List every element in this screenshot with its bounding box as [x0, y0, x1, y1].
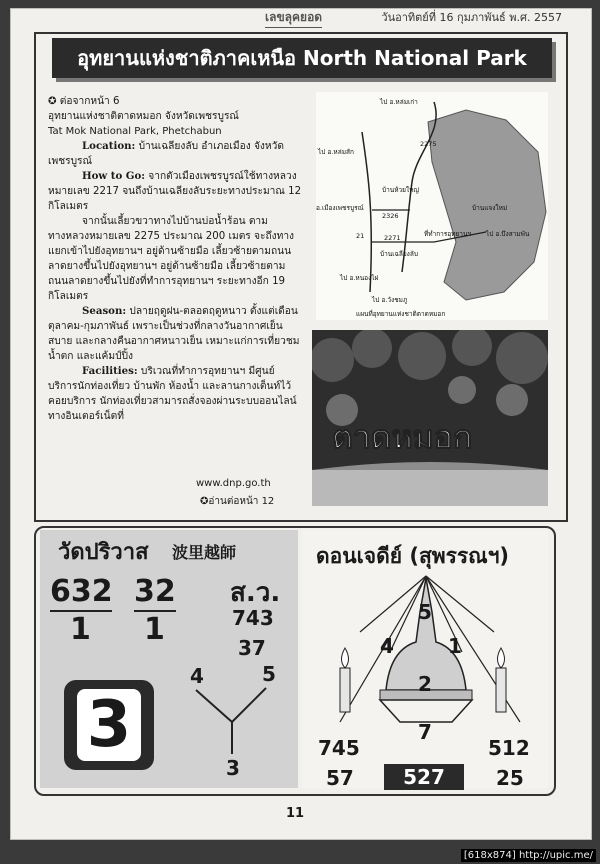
map-label-2: ไป อ.หล่มสัก [318, 148, 354, 156]
website-link: www.dnp.go.th [196, 478, 271, 489]
article-body [48, 94, 302, 424]
map-label-4: บ้านห้วยใหญ่ [382, 186, 419, 194]
page-number: 11 [286, 806, 305, 821]
map-label-10: บ้านเฉลียงลับ [380, 250, 418, 258]
map-label-7: บ้านแจงใหม่ [472, 204, 508, 212]
sv-label: ส.ว. [230, 578, 281, 608]
map-label-1: ไป อ.หล่มเก่า [380, 98, 418, 106]
season-text: ปลายฤดูฝน-ตลอดฤดูหนาว ตั้งแต่เดือนตุลาคม-กุมภาพันธ์ เพราะเป็นช่วงที่กลางวันอากาศเย็นสบาย และกลางคืนอากาศหนาวเย็น เหมาะแก่การเที่ยวชมน้ำตก และแค้มป์ปิ้ง [48, 306, 300, 362]
chedi-right-digit: 1 [448, 634, 462, 658]
sign-text: ตาดหมอก [332, 418, 473, 456]
continued-to [200, 494, 274, 509]
park-name-en: Tat Mok National Park, Phetchabun [48, 126, 222, 137]
fraction-1-bottom: 1 [70, 612, 91, 647]
map-label-13: ที่ทำการอุทยานฯ [424, 230, 472, 238]
facilities-label: Facilities: [82, 365, 138, 377]
park-name-th: อุทยานแห่งชาติตาดหมอก จังหวัดเพชรบูรณ์ [48, 111, 239, 122]
sv-number-1: 743 [232, 606, 274, 630]
map-label-14: ไป อ.บึงสามพัน [486, 230, 530, 238]
park-map [316, 92, 548, 320]
watermark: [618x874] http://upic.me/ [461, 849, 596, 862]
masthead-date: วันอาทิตย์ที่ 16 กุมภาพันธ์ พ.ศ. 2557 [381, 11, 562, 24]
park-banner [52, 38, 552, 78]
location-label: Location: [82, 140, 136, 152]
chedi-left-digit: 4 [380, 634, 394, 658]
map-label-9: 2271 [384, 234, 401, 242]
y-bottom-digit: 3 [226, 756, 240, 780]
howto-text-2: จากนั้นเลี้ยวขวาทางไปบ้านบ่อน้ำร้อน ตามทางหลวงหมายเลข 2275 ประมาณ 200 เมตร จะถึงทางแยกเข้าไปยังอุทยานฯ อยู่ด้านซ้ายมือ เลี้ยวซ้ายตามถนนลาดยางขึ้นไปยังอุทยานฯ อยู่ด้านซ้ายมือ เลี้ยวซ้ายตามถนนลาดยางขึ้นไปยังที่ทำการอุทยานฯ ระยะทางอีก 19 กิโลเมตร [48, 216, 295, 302]
fraction-1-top: 632 [50, 574, 113, 609]
location-text: บ้านเฉลียงลับ อำเภอเมือง จังหวัดเพชรบูรณ์ [48, 141, 284, 167]
sv-number-2: 37 [238, 636, 266, 660]
chedi-center-digit: 2 [418, 672, 432, 696]
howto-label: How to Go: [82, 170, 146, 182]
map-label-8: 21 [356, 232, 365, 240]
candle-right-icon [496, 648, 506, 712]
map-caption: แผนที่อุทยานแห่งชาติตาดหมอก [356, 310, 446, 318]
banner-title: อุทยานแห่งชาติภาคเหนือ North National Park [77, 46, 527, 70]
candle-left-icon [340, 648, 350, 712]
fraction-2-bottom: 1 [144, 612, 165, 647]
chedi-lower-digit: 7 [418, 720, 432, 744]
map-label-12: ไป อ.วังชมภู [372, 296, 408, 304]
map-label-3: 2275 [420, 140, 437, 148]
chedi-top-digit: 5 [418, 600, 432, 624]
masthead-logo: เลขลุคยอด [265, 8, 322, 28]
bottom-right-number-2: 25 [496, 766, 524, 790]
y-right-digit: 5 [262, 662, 276, 686]
lucky-digit: 3 [77, 689, 141, 761]
lucky-digit-box [64, 680, 154, 770]
bottom-left-number-2: 57 [326, 766, 354, 790]
y-left-digit: 4 [190, 664, 204, 688]
wat-pariwat-title: วัดปริวาส [58, 540, 149, 565]
park-sign-photo [312, 330, 548, 506]
road-21 [362, 132, 371, 292]
fraction-2-top: 32 [134, 574, 176, 609]
don-chedi-title: ดอนเจดีย์ (สุพรรณฯ) [316, 544, 510, 568]
bottom-left-number-1: 745 [318, 736, 360, 760]
star-icon: ✪ [200, 496, 209, 507]
howto-text: จากตัวเมืองเพชรบูรณ์ใช้ทางหลวงหมายเลข 2217 จนถึงบ้านเฉลียงลับระยะทางประมาณ 12 กิโลเมตร [48, 171, 302, 212]
wat-pariwat-chinese: 波里越師 [172, 543, 237, 562]
season-label: Season: [82, 305, 127, 317]
star-icon: ✪ [48, 96, 60, 107]
map-label-5: อ.เมืองเพชรบูรณ์ [316, 204, 364, 212]
highlight-number: 527 [384, 764, 464, 790]
continued-from: ต่อจากหน้า 6 [59, 96, 120, 107]
bottom-right-number-1: 512 [488, 736, 530, 760]
continued-to-text: อ่านต่อหน้า 12 [208, 496, 275, 507]
map-label-6: 2326 [382, 212, 399, 220]
facilities-text: บริเวณที่ทำการอุทยานฯ มีศูนย์บริการนักท่องเที่ยว บ้านพัก ห้องน้ำ และลานกางเต็นท์ไว้คอยบริการ นักท่องเที่ยวสามารถสั่งจองผ่านระบบออนไลน์ทางอินเตอร์เน็ตที่ [48, 366, 297, 422]
map-label-11: ไป อ.หนองไผ่ [340, 274, 379, 282]
